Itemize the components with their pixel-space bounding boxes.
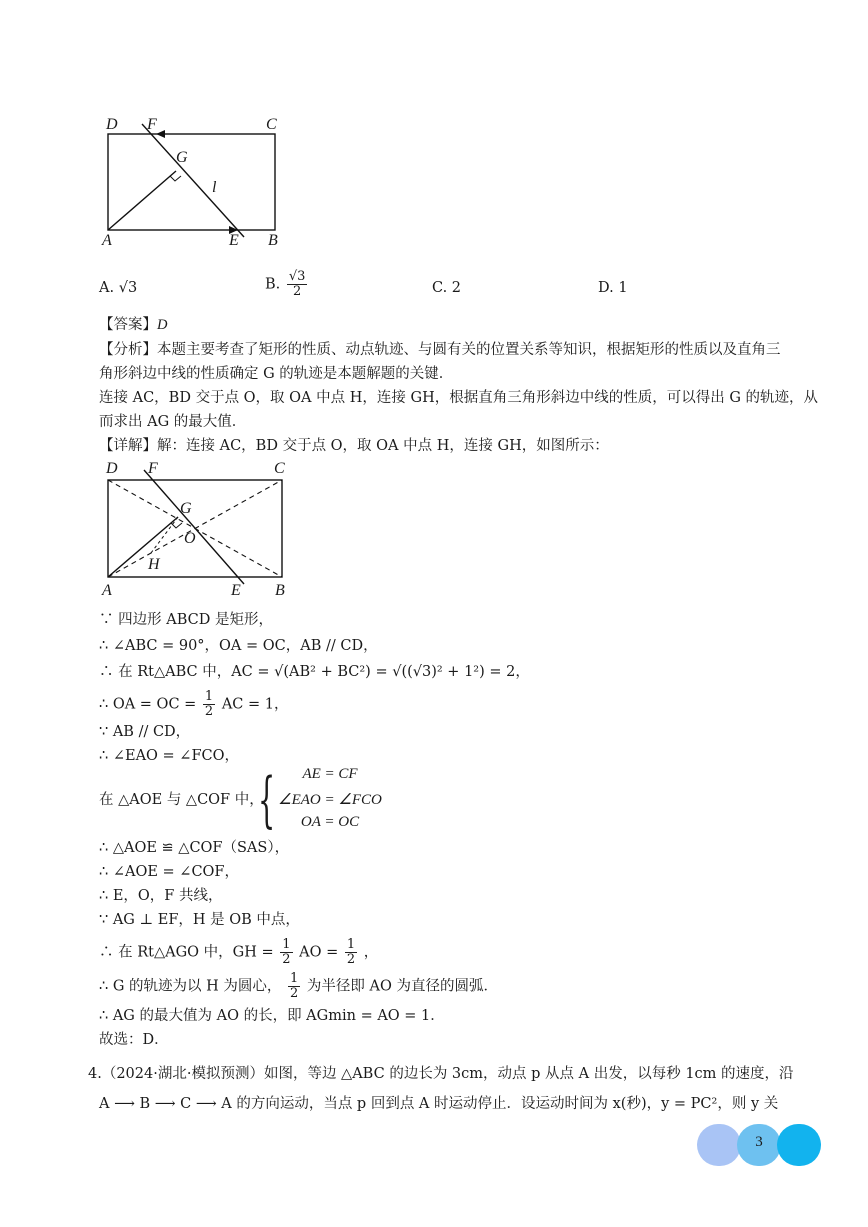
pager-right xyxy=(777,1124,821,1166)
detail-intro: 【详解】解：连接 AC，BD 交于点 O，取 OA 中点 H，连接 GH，如图所示： xyxy=(99,438,609,454)
question-4-line-2: A ⟶ B ⟶ C ⟶ A 的方向运动，当点 p 回到点 A 时运动停止．设运动时间为 x(秒)，y = PC²，则 y 关 xyxy=(99,1096,779,1112)
option-c: C. 2 xyxy=(432,280,462,296)
label-D: D xyxy=(106,116,118,133)
label-A: A xyxy=(102,232,112,249)
label-E: E xyxy=(229,232,239,249)
step-13: ∴ G 的轨迹为以 H 为圆心， $\frac{1}{2}$ 为半径即 AO 为直径的圆弧． xyxy=(99,971,498,1001)
answer: 【答案】D xyxy=(99,317,168,333)
analysis-line-2: 角形斜边中线的性质确定 G 的轨迹是本题解题的关键． xyxy=(99,366,454,382)
step-8: ∴ △AOE ≌ △COF（SAS）， xyxy=(99,840,290,856)
step-3: ∴ 在 Rt△ABC 中，AC = √(AB² + BC²) = √((√3)² + 1²) = 2， xyxy=(99,664,530,680)
step-2: ∴ ∠ABC = 90°，OA = OC，AB // CD， xyxy=(99,638,378,654)
option-d: D. 1 xyxy=(598,280,628,296)
step-15: 故选：D． xyxy=(99,1032,169,1048)
step-9: ∴ ∠AOE = ∠COF， xyxy=(99,864,239,880)
equation-system xyxy=(258,766,388,834)
label-C: C xyxy=(266,116,277,133)
analysis-line-3: 连接 AC，BD 交于点 O，取 OA 中点 H，连接 GH，根据直角三角形斜边中线的性质，可以得出 G 的轨迹，从 xyxy=(99,390,819,406)
step-4: ∴ OA = OC = $\frac{1}{2}$ AC = 1， xyxy=(99,689,289,719)
label2-F: F xyxy=(148,460,158,477)
brace-icon: { xyxy=(258,765,276,835)
option-a: A. √3 xyxy=(99,280,138,296)
label2-B: B xyxy=(275,582,285,599)
system-line-3: OA = OC xyxy=(300,814,360,830)
option-b: B. $\frac{√3}{2}$ xyxy=(265,269,306,299)
step-14: ∴ AG 的最大值为 AO 的长，即 AGmin = AO = 1． xyxy=(99,1008,445,1024)
label-F: F xyxy=(147,116,157,133)
label2-H: H xyxy=(148,556,160,573)
system-line-2: ∠EAO = ∠FCO xyxy=(278,792,382,808)
label2-C: C xyxy=(274,460,285,477)
step-7: 在 △AOE 与 △COF 中， xyxy=(99,792,264,808)
analysis-line-1: 【分析】本题主要考查了矩形的性质、动点轨迹、与圆有关的位置关系等知识，根据矩形的性质以及直角三 xyxy=(99,342,781,358)
step-5: ∵ AB // CD， xyxy=(99,724,191,740)
label2-D: D xyxy=(106,460,118,477)
pager-left xyxy=(697,1124,741,1166)
label-G: G xyxy=(176,149,188,166)
step-11: ∵ AG ⊥ EF，H 是 OB 中点， xyxy=(99,912,300,928)
page-number: 3 xyxy=(755,1134,763,1150)
step-6: ∴ ∠EAO = ∠FCO， xyxy=(99,748,239,764)
step-1: ∵ 四边形 ABCD 是矩形， xyxy=(99,612,273,628)
figure-rectangle-2 xyxy=(96,462,296,592)
question-4-line-1: 4.（2024·湖北·模拟预测）如图，等边 △ABC 的边长为 3cm，动点 p 从点 A 出发，以每秒 1cm 的速度，沿 xyxy=(88,1066,794,1082)
label2-A: A xyxy=(102,582,112,599)
system-line-1: AE = CF xyxy=(302,766,358,782)
analysis-line-4: 而求出 AG 的最大值． xyxy=(99,414,247,430)
label2-O: O xyxy=(184,530,196,547)
label2-G: G xyxy=(180,500,192,517)
label2-E: E xyxy=(231,582,241,599)
step-10: ∴ E，O，F 共线， xyxy=(99,888,223,904)
label-B: B xyxy=(268,232,278,249)
label-l: l xyxy=(212,179,217,196)
step-12: ∴ 在 Rt△AGO 中，GH = $\frac{1}{2}$ AO = $\frac{1}{2}$ ， xyxy=(99,937,379,967)
